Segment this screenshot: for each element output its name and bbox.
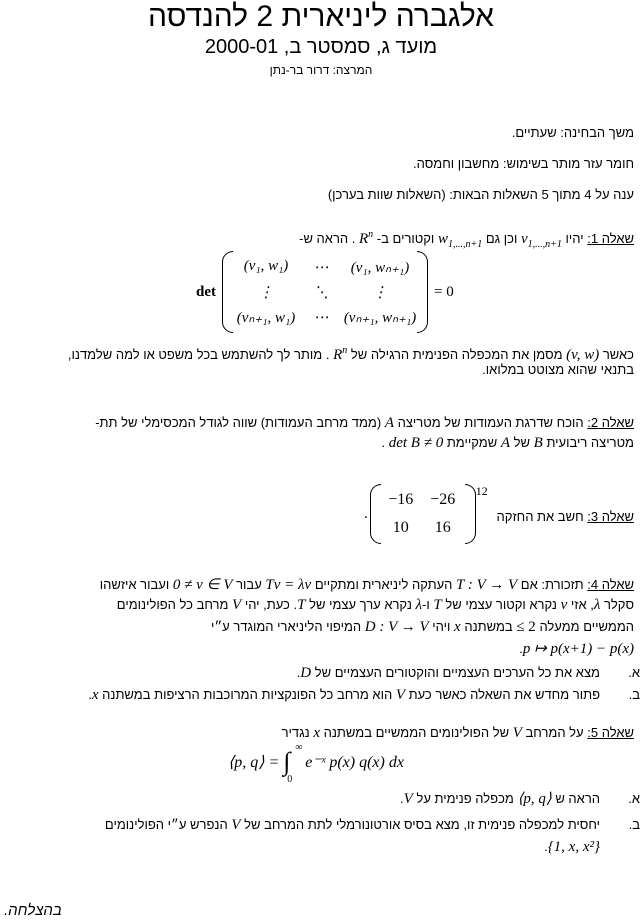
q4-l2-g: מרחב כל הפולינומים [116, 597, 229, 612]
q3-left-bracket [370, 484, 381, 544]
good-luck-footer: בהצלחה. [4, 902, 62, 919]
exam-title: אלגברה ליניארית 2 להנדסה [147, 0, 495, 33]
q1-text-a: יהיו [565, 231, 584, 246]
q4-lambda: λ [593, 597, 601, 613]
q2-text-c: מטריצה ריבועית [546, 435, 634, 450]
q1-cell: (vₙ₊₁, w₁) [236, 309, 296, 326]
q5-b-text-b: הנפרש ע״י הפולינומים [104, 817, 228, 832]
q3-cell: −26 [430, 491, 456, 508]
q5-l1-a: על המרחב [525, 725, 584, 740]
q3-text: חשב את החזקה [496, 509, 584, 524]
q1-note-c: . מותר לך להשתמש בכל משפט או למה שלמדנו, [67, 347, 330, 362]
q3-end: . [364, 505, 368, 522]
q4-part-b [4, 686, 640, 704]
q5-b-V: V [231, 817, 241, 833]
q1-pair: (v, w) [566, 347, 600, 363]
q5-part-b-line2 [4, 838, 600, 856]
q2-text-d: של [513, 435, 531, 450]
q2-text-a: הוכח שדרגת העמודות של מטריצה [397, 415, 584, 430]
q1-note-a: כאשר [602, 347, 634, 362]
q4-l1-d: ועבור איזשהו [99, 577, 170, 592]
q1-cell: ⋮ [258, 284, 274, 301]
q5-label: שאלה 5: [587, 725, 634, 740]
q2-matrix-B: B [533, 435, 543, 451]
q5-x: x [313, 725, 320, 741]
q2-line2 [4, 434, 634, 452]
q4-b-text-b: הוא מרחב כל הפונקציות המרוכבות הרציפות במשתנה [102, 687, 393, 702]
q4-b-x: x [91, 687, 99, 703]
q1-cell: ⋯ [313, 309, 329, 326]
q3-matrix [381, 491, 465, 537]
q5-line1 [4, 724, 634, 742]
q4-part-a [4, 664, 640, 682]
q1-space: $R^n$ [359, 229, 374, 247]
q1-cell: (v₁, w₁) [243, 257, 289, 274]
q4-l2-e: נקרא ערך עצמי של [309, 597, 412, 612]
q1-left-bracket [222, 251, 233, 333]
q4-l2-c: נקרא וקטור עצמי של [445, 597, 557, 612]
q4-l3-b: במשתנה [464, 619, 513, 634]
q4-cond: 0 ≠ v ∈ V [172, 577, 233, 593]
q5-b-letter: ב. [628, 817, 640, 832]
q4-l3-d: המיפוי הליניארי המוגדר ע״י [210, 619, 362, 634]
q1-note-space: $R^n$ [333, 345, 348, 363]
q3-right-bracket [465, 484, 476, 544]
q1-text-b: וכן גם [485, 231, 518, 246]
q5-a-pq: ⟨p, q⟩ [517, 791, 552, 807]
q4-l1-a: תזכורת: אם [520, 577, 584, 592]
q2-text-end: . [381, 435, 386, 450]
q1-note-line2: בתנאי שהוא מצוטט במלואו. [482, 362, 634, 377]
q1-label: שאלה 1: [587, 231, 634, 246]
q4-b-text-a: פתור מחדש את השאלה כאשר כעת [408, 687, 600, 702]
q5-inner-product-formula [228, 742, 428, 785]
q4-b-V: V [395, 687, 405, 703]
q5-formula-lhs: ⟨p, q⟩ = [228, 754, 280, 771]
q2-matrix-A: A [384, 415, 394, 431]
q4-map-T: T : V → V [456, 577, 518, 593]
q5-a-end: . [400, 791, 404, 806]
q4-label: שאלה 4: [587, 577, 634, 592]
q4-l1-b: העתקה ליניארית ומתקיים [314, 577, 453, 592]
q2-text-e: שמקיימת [446, 435, 498, 450]
q5-b-text: יחסית למכפלה פנימית זו, מצא בסיס אורטונורמלי לתת המרחב של [244, 817, 600, 832]
q4-line4 [4, 640, 634, 658]
q4-map-D: D : V → V [364, 619, 429, 635]
q5-part-b [4, 816, 640, 834]
q5-V: V [512, 725, 522, 741]
q3-cell: −16 [388, 491, 414, 508]
q5-l1-b: של הפולינומים הממשיים במשתנה [323, 725, 510, 740]
q1-w-vectors: $w_{1,...,n+1}$ [437, 231, 483, 250]
q5-a-text: הראה ש [555, 791, 600, 806]
q4-l2-d: ו- [422, 597, 430, 612]
q1-equals-zero: = 0 [434, 283, 454, 300]
q4-degree: ≤ 2 [516, 619, 536, 635]
q3-cell: 16 [434, 519, 451, 536]
q4-l1-c: עבור [236, 577, 262, 592]
integral-lower: 0 [287, 774, 293, 785]
q5-b-end: . [544, 839, 548, 854]
q1-statement [4, 226, 634, 253]
q4-l3-a: הממשיים ממעלה [539, 619, 634, 634]
integral-sign [283, 742, 303, 785]
q3-cell: 10 [392, 519, 409, 536]
q2-label: שאלה 2: [587, 415, 634, 430]
q5-a-text-b: מכפלה פנימית על [416, 791, 514, 806]
q4-l3-c: ויהי [432, 619, 451, 634]
q2-condition: det B ≠ 0 [388, 435, 444, 451]
q4-l4-end: . [519, 641, 523, 656]
q5-integrand: e⁻ˣ p(x) q(x) dx [305, 754, 404, 771]
q5-l1-c: נגדיר [281, 725, 310, 740]
q3-power: 12 [475, 484, 488, 498]
q1-note-b: מסמן את המכפלה הפנימית הרגילה של [350, 347, 563, 362]
q1-text-d: . הראה ש- [299, 231, 356, 246]
q5-a-letter: א. [628, 791, 640, 806]
q1-v-vectors: $v_{1,...,n+1}$ [520, 231, 562, 250]
q5-a-V: V [403, 791, 413, 807]
q4-l2-b: , אזי [570, 597, 594, 612]
q4-map-formula: p ↦ p(x+1) − p(x) [522, 641, 634, 657]
q1-matrix [233, 258, 417, 327]
q4-x: x [454, 619, 461, 635]
q4-V: V [232, 597, 242, 613]
q3-statement [484, 508, 634, 525]
q1-cell: ⋱ [313, 284, 329, 301]
q3-label: שאלה 3: [587, 509, 634, 524]
q4-l2-a: סקלר [603, 597, 634, 612]
q4-l2-f: . כעת, יהי [244, 597, 298, 612]
q4-b-letter: ב. [628, 687, 640, 702]
q4-a-end: . [296, 665, 301, 680]
q1-cell: ⋯ [313, 259, 329, 276]
q4-b-end: . [88, 687, 92, 702]
q2-text-b: (ממד מרחב העמודות) שווה לגודל המכסימלי של תת- [95, 415, 382, 430]
q4-a-letter: א. [628, 665, 640, 680]
q1-cell: (v₁, wₙ₊₁) [350, 259, 410, 276]
q2-line1 [4, 414, 634, 432]
q5-part-a [4, 790, 640, 808]
q4-v: v [560, 597, 568, 613]
lecturer-name: המרצה: דרור בר-נתן [269, 63, 373, 77]
q1-cell: ⋮ [372, 284, 388, 301]
q4-line2 [4, 596, 634, 614]
integral-symbol: ∫ [283, 747, 291, 776]
q5-b-set: {1, x, x²} [547, 839, 600, 855]
q4-eigen-eq: Tv = λv [265, 577, 312, 593]
exam-subtitle: מועד ג, סמסטר ב, 2000-01 [204, 36, 438, 58]
q4-lambda-2: λ [415, 597, 423, 613]
q1-text-c: וקטורים ב- [376, 231, 435, 246]
q4-T: T [433, 597, 442, 613]
q1-determinant [196, 250, 456, 334]
q4-T-2: T [297, 597, 306, 613]
exam-duration: משך הבחינה: שעתיים. [511, 125, 634, 140]
q4-line1 [4, 576, 634, 594]
q4-a-D: D [300, 665, 312, 681]
det-label: det [196, 283, 216, 300]
q1-right-bracket [417, 251, 428, 333]
q1-cell: (vₙ₊₁, wₙ₊₁) [343, 309, 417, 326]
q3-matrix-power [364, 482, 494, 546]
q4-line3 [4, 618, 634, 636]
integral-upper: ∞ [295, 742, 303, 753]
answer-instructions: ענה על 4 מתוך 5 השאלות הבאות: (השאלות שוות בערכן) [327, 187, 634, 202]
q2-matrix-A-2: A [500, 435, 510, 451]
allowed-materials: חומר עזר מותר בשימוש: מחשבון וחמסה. [413, 156, 634, 171]
q4-a-text: מצא את כל הערכים העצמיים והוקטורים העצמיים של [314, 665, 600, 680]
